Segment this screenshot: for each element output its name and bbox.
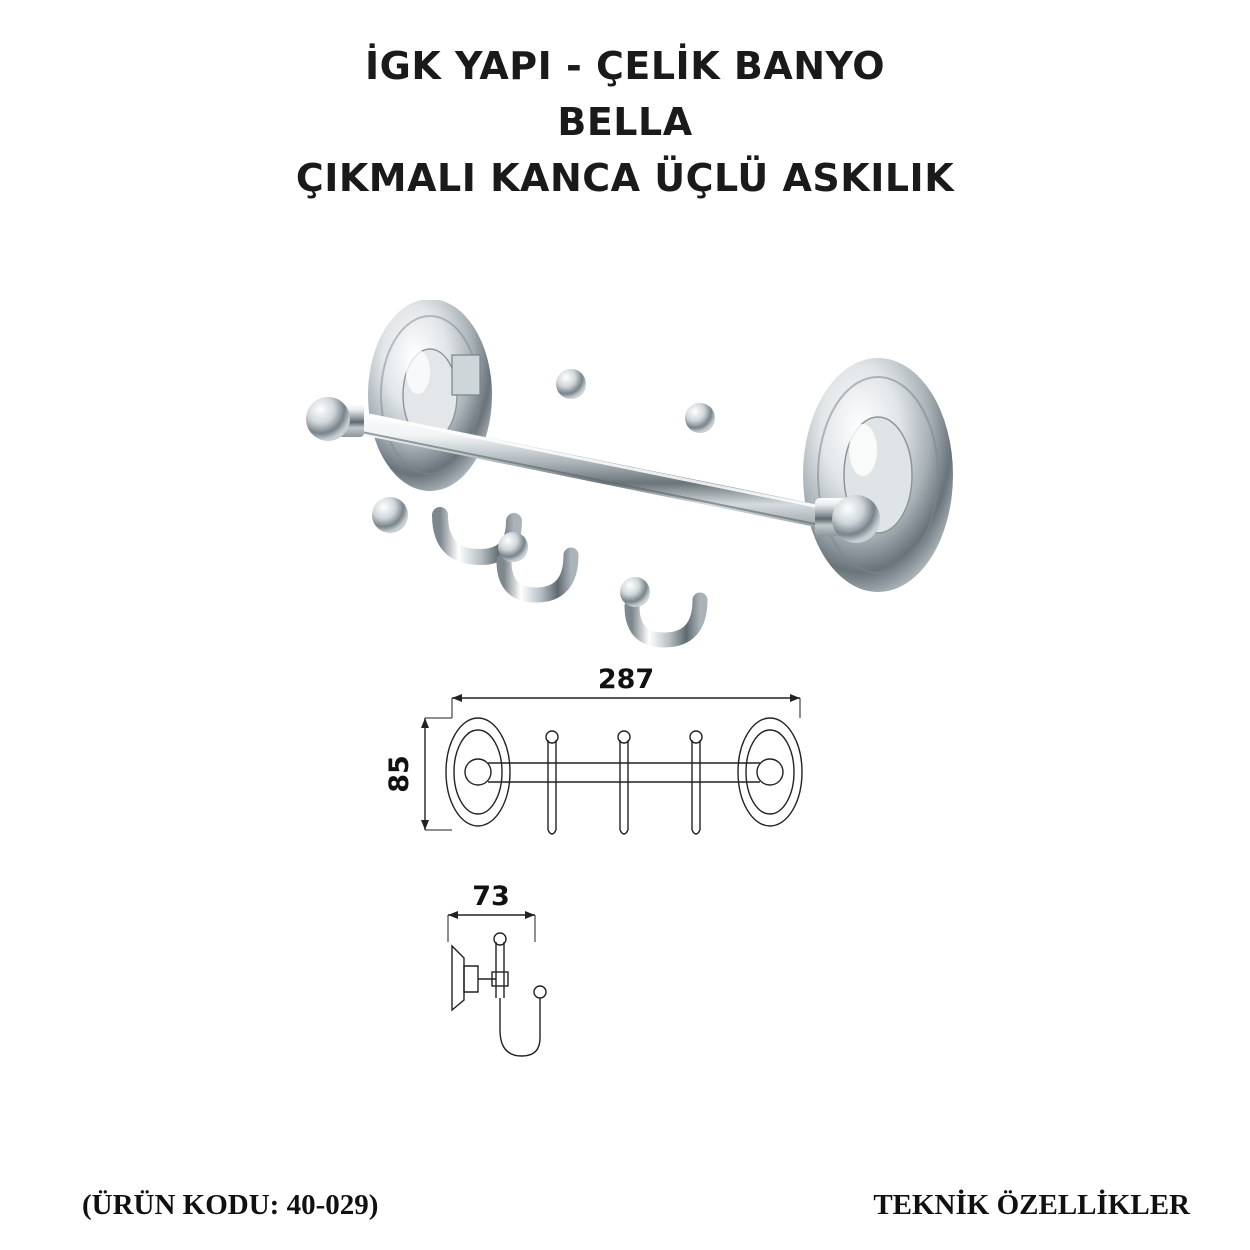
wall-plate-left	[368, 300, 492, 491]
title-line-3: ÇIKMALI KANCA ÜÇLÜ ASKILIK	[295, 156, 955, 200]
title-line-2: BELLA	[557, 100, 693, 144]
dim-front-height: 85	[384, 755, 415, 793]
title-line-1: İGK YAPI - ÇELİK BANYO	[364, 44, 886, 88]
hook-2	[498, 369, 586, 595]
dim-front-width: 287	[597, 664, 655, 695]
dim-side-depth: 73	[472, 881, 510, 912]
hook-3	[620, 403, 715, 640]
technical-drawing-side-view	[400, 880, 660, 1090]
wall-plate-right	[803, 358, 953, 592]
page-title	[0, 38, 1250, 206]
technical-drawing-front-view	[370, 660, 890, 860]
product-photo	[300, 300, 1020, 690]
technical-specs-label: TEKNİK ÖZELLİKLER	[873, 1189, 1190, 1221]
product-code-label: (ÜRÜN KODU: 40-029)	[82, 1189, 379, 1221]
